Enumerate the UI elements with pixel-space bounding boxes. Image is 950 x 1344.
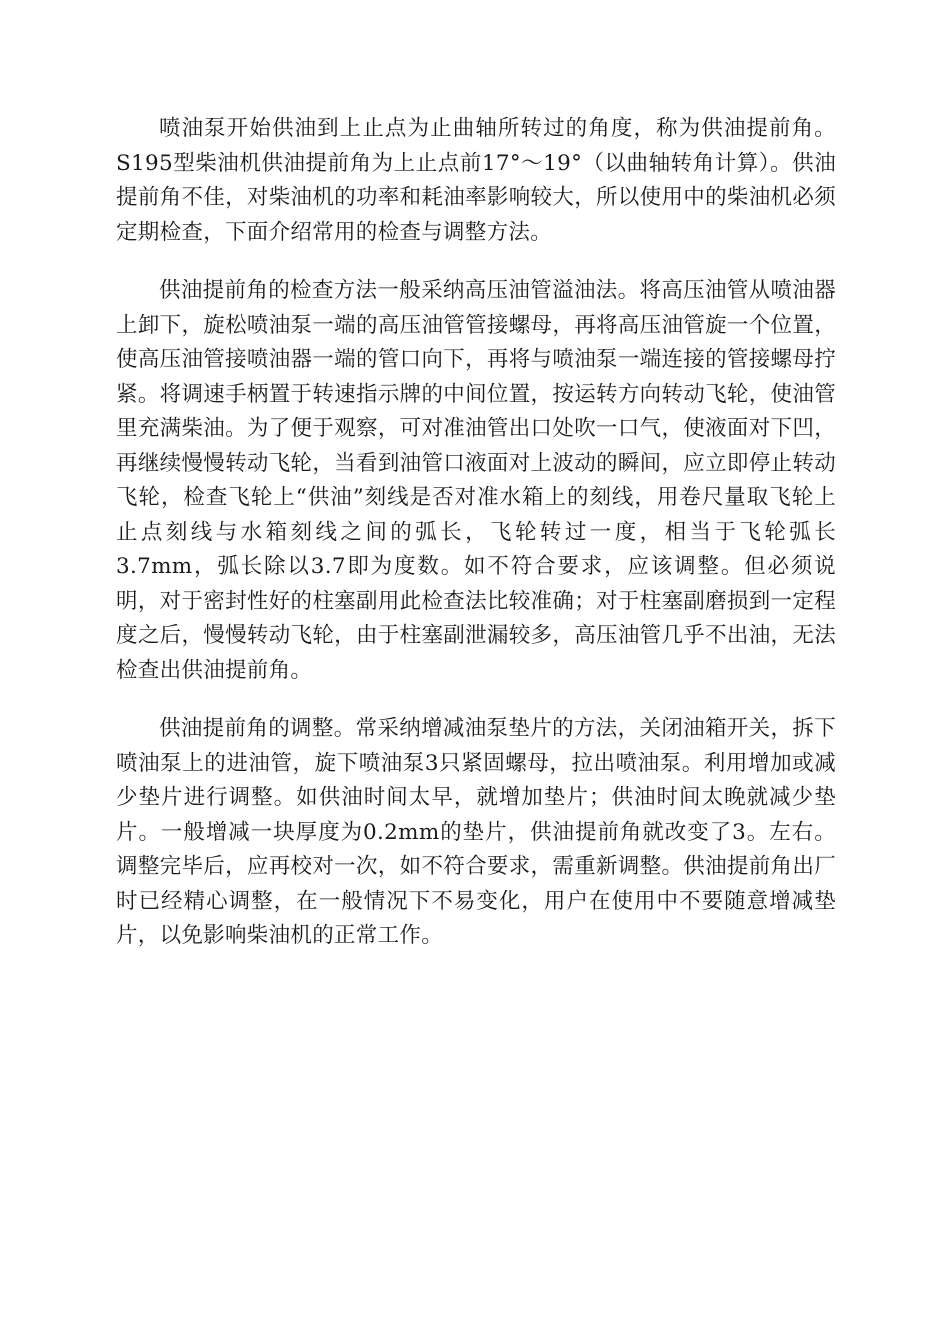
paragraph-inspection-method: 供油提前角的检查方法一般采纳高压油管溢油法。将高压油管从喷油器上卸下，旋松喷油泵一端的高压油管管接螺母，再将高压油管旋一个位置，使高压油管接喷油器一端的管口向下，再将与喷油泵一端连接的管接螺母拧紧。将调速手柄置于转速指示牌的中间位置，按运转方向转动飞轮，使油管里充满柴油。为了便于观察，可对准油管出口处吹一口气，使液面对下凹，再继续慢慢转动飞轮，当看到油管口液面对上波动的瞬间，应立即停止转动飞轮，检查飞轮上“供油”刻线是否对准水箱上的刻线，用卷尺量取飞轮上止点刻线与水箱刻线之间的弧长，飞轮转过一度，相当于飞轮弧长3.7mm，弧长除以3.7即为度数。如不符合要求，应该调整。但必须说明，对于密封性好的柱塞副用此检查法比较准确；对于柱塞副磨损到一定程度之后，慢慢转动飞轮，由于柱塞副泄漏较多，高压油管几乎不出油，无法检查出供油提前角。 [116, 278, 836, 683]
paragraph-advance-angle-definition: 喷油泵开始供油到上止点为止曲轴所转过的角度，称为供油提前角。S195型柴油机供油提前角为上止点前17°～19°（以曲轴转角计算）。供油提前角不佳，对柴油机的功率和耗油率影响较大，所以使用中的柴油机必须定期检查，下面介绍常用的检查与调整方法。 [116, 116, 836, 245]
document-body [116, 112, 836, 978]
paragraph-adjustment-method: 供油提前角的调整。常采纳增减油泵垫片的方法，关闭油箱开关，拆下喷油泵上的进油管，旋下喷油泵3只紧固螺母，拉出喷油泵。利用增加或减少垫片进行调整。如供油时间太早，就增加垫片；供油时间太晚就减少垫片。一般增减一块厚度为0.2mm的垫片，供油提前角就改变了3。左右。调整完毕后，应再校对一次，如不符合要求，需重新调整。供油提前角出厂时已经精心调整，在一般情况下不易变化，用户在使用中不要随意增减垫片，以免影响柴油机的正常工作。 [116, 716, 836, 948]
